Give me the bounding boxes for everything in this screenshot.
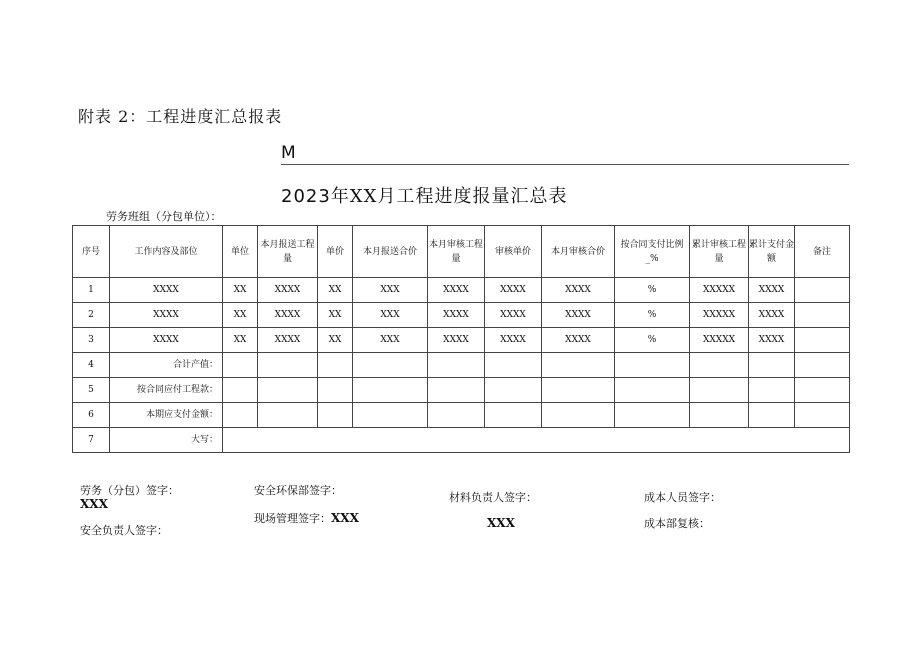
summary-row-label: 合计产值： xyxy=(110,353,223,378)
table-cell: XX xyxy=(223,303,258,328)
empty-cell xyxy=(485,378,542,403)
col-header: 累计审核工程量 xyxy=(690,226,749,278)
cost-dept-sign-label: 成本部复核： xyxy=(644,517,710,530)
table-cell: XXX xyxy=(353,303,428,328)
table-cell: XXXX xyxy=(749,278,795,303)
table-cell: XXXX xyxy=(542,278,615,303)
table-cell: XXXX xyxy=(258,278,318,303)
empty-cell xyxy=(615,378,690,403)
table-cell: XXXXX xyxy=(690,278,749,303)
site-mgmt-sign-label: 现场管理签字： xyxy=(254,512,331,525)
site-mgmt-sign-name: XXX xyxy=(331,511,359,525)
table-cell: XXXX xyxy=(749,303,795,328)
summary-row xyxy=(73,403,850,428)
labor-sign-name: XXX xyxy=(80,497,108,511)
table-row xyxy=(73,328,850,353)
summary-row-label: 大写： xyxy=(110,428,223,453)
table-cell: XXXX xyxy=(485,303,542,328)
summary-row xyxy=(73,378,850,403)
empty-cell xyxy=(318,378,353,403)
col-header: 按合同支付比例_% xyxy=(615,226,690,278)
empty-cell xyxy=(353,403,428,428)
empty-cell xyxy=(485,353,542,378)
table-cell: XXXX xyxy=(110,278,223,303)
col-header: 本月审核合价 xyxy=(542,226,615,278)
table-cell: XXXXX xyxy=(690,303,749,328)
table-row xyxy=(73,303,850,328)
empty-cell xyxy=(749,353,795,378)
summary-row-label: 按合同应付工程款： xyxy=(110,378,223,403)
table-cell: XXXX xyxy=(485,328,542,353)
col-header: 备注 xyxy=(795,226,850,278)
empty-cell xyxy=(258,403,318,428)
table-cell: 1 xyxy=(73,278,110,303)
empty-cell xyxy=(749,378,795,403)
table-cell: XXXX xyxy=(749,328,795,353)
empty-cell xyxy=(428,378,485,403)
summary-row-number: 7 xyxy=(73,428,110,453)
title-text: 年XX月工程进度报量汇总表 xyxy=(330,186,568,207)
table-row xyxy=(73,278,850,303)
empty-cell xyxy=(223,378,258,403)
empty-cell xyxy=(542,378,615,403)
table-cell: XXXX xyxy=(542,303,615,328)
col-header: 单位 xyxy=(223,226,258,278)
table-body xyxy=(73,278,850,453)
col-header: 工作内容及部位 xyxy=(110,226,223,278)
empty-cell xyxy=(485,403,542,428)
header-rule xyxy=(281,164,849,165)
table-cell: XXX xyxy=(353,278,428,303)
empty-cell xyxy=(353,378,428,403)
table-cell: XXX xyxy=(353,328,428,353)
empty-cell xyxy=(795,353,850,378)
col-header: 本月审核工程量 xyxy=(428,226,485,278)
team-label: 劳务班组（分包单位）： xyxy=(106,210,222,223)
empty-cell xyxy=(690,403,749,428)
table-cell: XXXX xyxy=(428,328,485,353)
col-header: 审核单价 xyxy=(485,226,542,278)
empty-cell xyxy=(795,403,850,428)
summary-row-label: 本期应支付金额： xyxy=(110,403,223,428)
table-cell: XX xyxy=(318,303,353,328)
title-year: 2023 xyxy=(281,186,331,207)
col-header: 单价 xyxy=(318,226,353,278)
empty-cell xyxy=(542,353,615,378)
empty-cell xyxy=(749,403,795,428)
col-header: 累计支付金额 xyxy=(749,226,795,278)
material-sign-name: XXX xyxy=(487,516,515,530)
table-cell: XXXX xyxy=(110,328,223,353)
labor-sign-label: 劳务（分包）签字： xyxy=(80,484,179,497)
empty-cell xyxy=(223,403,258,428)
table-cell: XX xyxy=(318,328,353,353)
empty-cell xyxy=(690,353,749,378)
table-cell: % xyxy=(615,328,690,353)
table-cell: XX xyxy=(223,278,258,303)
table-cell: XX xyxy=(223,328,258,353)
safety-dept-sign-label: 安全环保部签字： xyxy=(254,484,342,497)
table-cell: XXXXX xyxy=(690,328,749,353)
table-cell: 2 xyxy=(73,303,110,328)
summary-row-number: 5 xyxy=(73,378,110,403)
empty-cell xyxy=(353,353,428,378)
empty-cell xyxy=(615,353,690,378)
empty-cell xyxy=(795,378,850,403)
summary-row-number: 6 xyxy=(73,403,110,428)
table-cell xyxy=(795,278,850,303)
summary-row xyxy=(73,428,850,453)
site-mgmt-sign xyxy=(254,510,359,526)
table-cell: XXXX xyxy=(542,328,615,353)
table-cell xyxy=(795,328,850,353)
empty-cell xyxy=(258,378,318,403)
table-cell: % xyxy=(615,303,690,328)
progress-table xyxy=(72,225,850,453)
empty-cell xyxy=(223,353,258,378)
amount-in-words-cell xyxy=(223,428,850,453)
empty-cell xyxy=(542,403,615,428)
table-cell: XXXX xyxy=(485,278,542,303)
empty-cell xyxy=(318,353,353,378)
report-title xyxy=(281,182,567,208)
col-header: 本月报送工程量 xyxy=(258,226,318,278)
table-cell: XXXX xyxy=(258,303,318,328)
safety-officer-sign-label: 安全负责人签字： xyxy=(80,524,168,537)
table-cell xyxy=(795,303,850,328)
empty-cell xyxy=(428,353,485,378)
empty-cell xyxy=(428,403,485,428)
table-header-row xyxy=(73,226,850,278)
table-cell: XX xyxy=(318,278,353,303)
material-sign-label: 材料负责人签字： xyxy=(449,491,537,504)
header-mark: M xyxy=(281,143,296,163)
summary-row xyxy=(73,353,850,378)
appendix-title: 附表 2：工程进度汇总报表 xyxy=(78,107,283,126)
table-cell: XXXX xyxy=(428,278,485,303)
empty-cell xyxy=(318,403,353,428)
table-cell: XXXX xyxy=(110,303,223,328)
table-cell: 3 xyxy=(73,328,110,353)
col-header: 本月报送合价 xyxy=(353,226,428,278)
empty-cell xyxy=(615,403,690,428)
table-cell: XXXX xyxy=(428,303,485,328)
empty-cell xyxy=(690,378,749,403)
table-cell: % xyxy=(615,278,690,303)
cost-staff-sign-label: 成本人员签字： xyxy=(644,491,721,504)
empty-cell xyxy=(258,353,318,378)
table-cell: XXXX xyxy=(258,328,318,353)
col-header: 序号 xyxy=(73,226,110,278)
summary-row-number: 4 xyxy=(73,353,110,378)
